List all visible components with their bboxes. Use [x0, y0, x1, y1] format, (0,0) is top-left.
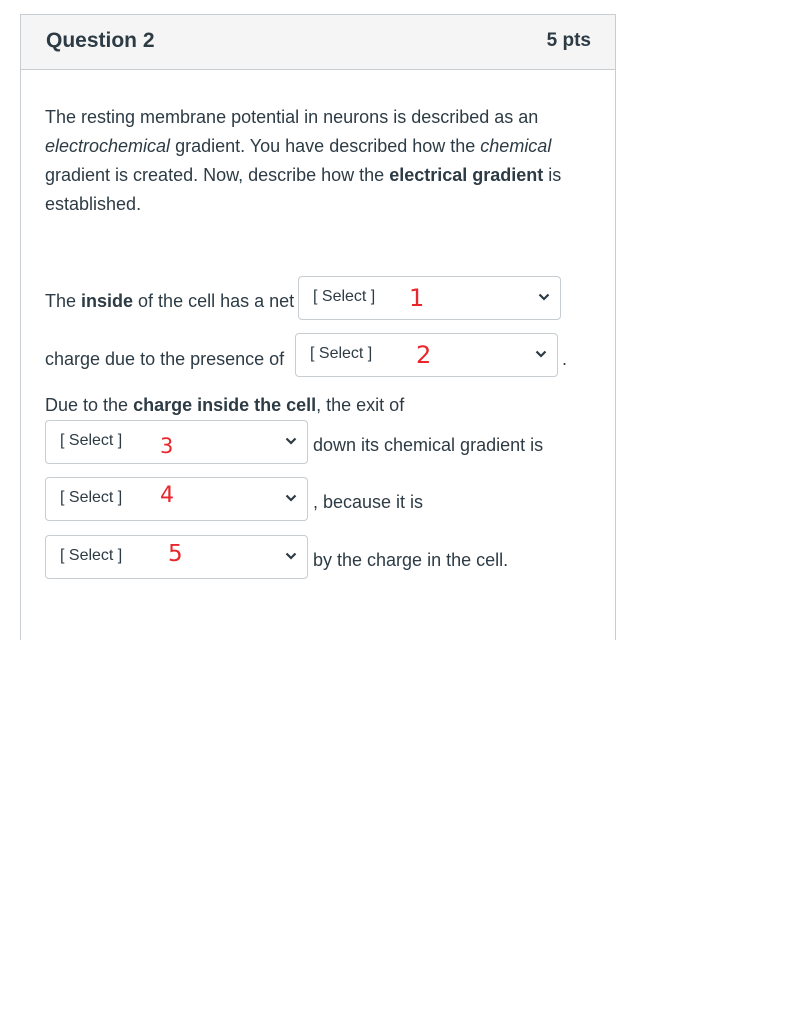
sentence-by-charge: by the charge in the cell.	[313, 550, 509, 570]
text: , the exit of	[316, 395, 405, 415]
dropdown-3[interactable]	[45, 420, 308, 464]
chevron-down-icon	[285, 552, 297, 560]
question-prompt	[45, 103, 585, 219]
annotation-4: 4	[160, 483, 174, 508]
prompt-emphasis: chemical	[480, 136, 552, 156]
question-header	[21, 15, 615, 70]
text: Due to the	[45, 395, 134, 415]
annotation-1: 1	[409, 284, 425, 312]
prompt-text: The resting membrane potential in neurons is described as an	[45, 107, 539, 127]
text-bold: charge inside the cell	[133, 395, 317, 415]
chevron-down-icon	[285, 437, 297, 445]
dropdown-label: [ Select ]	[313, 288, 376, 305]
text-bold: inside	[81, 291, 134, 311]
dropdown-5[interactable]	[45, 535, 308, 579]
dropdown-4[interactable]	[45, 477, 308, 521]
period: .	[562, 349, 568, 369]
prompt-emphasis: electrochemical	[45, 136, 171, 156]
text: of the cell has a net	[133, 291, 295, 311]
sentence-down-gradient: down its chemical gradient is	[313, 435, 544, 455]
text: The	[45, 291, 82, 311]
dropdown-label: [ Select ]	[60, 489, 123, 506]
chevron-down-icon	[535, 350, 547, 358]
chevron-down-icon	[538, 293, 550, 301]
sentence-because: , because it is	[313, 492, 424, 512]
prompt-text: gradient is created. Now, describe how the	[45, 165, 390, 185]
sentence-inside	[45, 291, 294, 312]
dropdown-label: [ Select ]	[60, 547, 123, 564]
chevron-down-icon	[285, 494, 297, 502]
dropdown-label: [ Select ]	[310, 345, 373, 362]
annotation-2: 2	[416, 341, 432, 369]
dropdown-1[interactable]	[298, 276, 561, 320]
prompt-strong: electrical gradient	[389, 165, 544, 185]
dropdown-2[interactable]	[295, 333, 558, 377]
question-title: Question 2	[46, 29, 155, 52]
sentence-due-to	[45, 395, 404, 416]
prompt-text: is established.	[45, 165, 562, 214]
sentence-charge: charge due to the presence of	[45, 349, 285, 369]
question-points: 5 pts	[546, 30, 591, 51]
annotation-3: 3	[160, 434, 174, 458]
dropdown-label: [ Select ]	[60, 432, 123, 449]
annotation-5: 5	[168, 541, 183, 567]
prompt-text: gradient. You have described how the	[170, 136, 481, 156]
